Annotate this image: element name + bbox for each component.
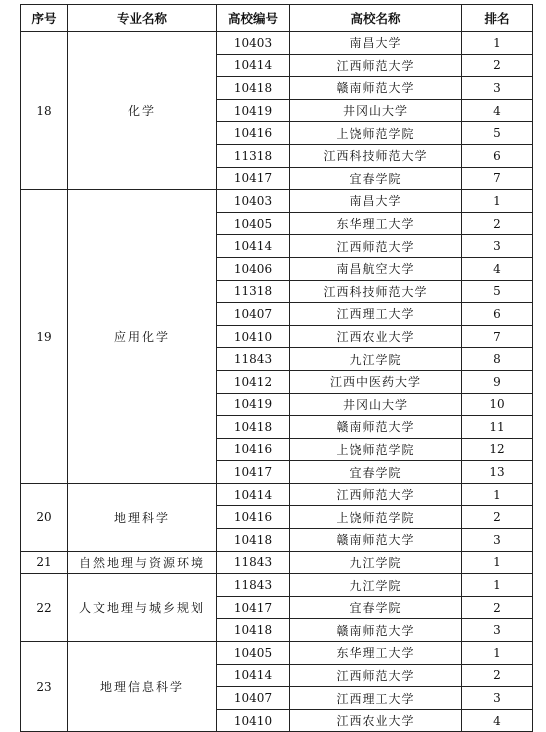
school-name-cell: 上饶师范学院: [290, 122, 462, 145]
school-code-cell: 10416: [217, 506, 290, 529]
rank-cell: 7: [462, 325, 533, 348]
school-name-cell: 江西师范大学: [290, 664, 462, 687]
group-major-cell: 自然地理与资源环境: [68, 551, 217, 574]
school-code-cell: 10410: [217, 709, 290, 732]
rank-cell: 3: [462, 235, 533, 258]
table-row: [21, 190, 533, 213]
major-ranking-table: [20, 4, 533, 732]
group-index-cell: 22: [21, 574, 68, 642]
table-row: [21, 483, 533, 506]
school-code-cell: 10418: [217, 77, 290, 100]
rank-cell: 1: [462, 32, 533, 55]
rank-cell: 6: [462, 144, 533, 167]
school-code-cell: 10405: [217, 642, 290, 665]
group-major-cell: 地理信息科学: [68, 642, 217, 732]
table-body: [21, 32, 533, 732]
rank-cell: 2: [462, 664, 533, 687]
school-code-cell: 11843: [217, 551, 290, 574]
school-code-cell: 10407: [217, 303, 290, 326]
school-name-cell: 南昌大学: [290, 190, 462, 213]
school-code-cell: 10418: [217, 416, 290, 439]
rank-cell: 4: [462, 257, 533, 280]
rank-cell: 5: [462, 280, 533, 303]
school-code-cell: 10417: [217, 596, 290, 619]
school-name-cell: 宜春学院: [290, 461, 462, 484]
school-name-cell: 南昌大学: [290, 32, 462, 55]
group-major-cell: 应用化学: [68, 190, 217, 484]
school-code-cell: 10418: [217, 529, 290, 552]
rank-cell: 7: [462, 167, 533, 190]
rank-cell: 9: [462, 370, 533, 393]
rank-cell: 3: [462, 619, 533, 642]
rank-cell: 3: [462, 529, 533, 552]
rank-cell: 3: [462, 77, 533, 100]
rank-cell: 12: [462, 438, 533, 461]
school-code-cell: 10410: [217, 325, 290, 348]
group-index-cell: 23: [21, 642, 68, 732]
rank-cell: 3: [462, 687, 533, 710]
school-code-cell: 11843: [217, 574, 290, 597]
rank-cell: 1: [462, 190, 533, 213]
rank-cell: 8: [462, 348, 533, 371]
school-code-cell: 10414: [217, 54, 290, 77]
group-major-cell: 化学: [68, 32, 217, 190]
header-code: 高校编号: [217, 5, 290, 32]
school-code-cell: 10403: [217, 190, 290, 213]
school-name-cell: 江西理工大学: [290, 303, 462, 326]
school-name-cell: 九江学院: [290, 551, 462, 574]
school-code-cell: 10407: [217, 687, 290, 710]
school-name-cell: 南昌航空大学: [290, 257, 462, 280]
school-name-cell: 江西师范大学: [290, 483, 462, 506]
header-rank: 排名: [462, 5, 533, 32]
group-index-cell: 19: [21, 190, 68, 484]
group-index-cell: 18: [21, 32, 68, 190]
group-major-cell: 人文地理与城乡规划: [68, 574, 217, 642]
school-code-cell: 10419: [217, 99, 290, 122]
group-index-cell: 20: [21, 483, 68, 551]
header-school: 高校名称: [290, 5, 462, 32]
rank-cell: 2: [462, 506, 533, 529]
school-name-cell: 九江学院: [290, 348, 462, 371]
rank-cell: 13: [462, 461, 533, 484]
rank-cell: 1: [462, 551, 533, 574]
school-name-cell: 东华理工大学: [290, 642, 462, 665]
rank-cell: 11: [462, 416, 533, 439]
school-code-cell: 11318: [217, 144, 290, 167]
school-code-cell: 10414: [217, 483, 290, 506]
school-name-cell: 宜春学院: [290, 167, 462, 190]
school-code-cell: 10417: [217, 461, 290, 484]
rank-cell: 1: [462, 574, 533, 597]
school-code-cell: 10419: [217, 393, 290, 416]
school-name-cell: 江西理工大学: [290, 687, 462, 710]
rank-cell: 5: [462, 122, 533, 145]
rank-cell: 1: [462, 642, 533, 665]
table-row: [21, 551, 533, 574]
school-name-cell: 赣南师范大学: [290, 77, 462, 100]
school-code-cell: 10418: [217, 619, 290, 642]
school-name-cell: 江西农业大学: [290, 325, 462, 348]
table-header-row: [21, 5, 533, 32]
school-name-cell: 赣南师范大学: [290, 619, 462, 642]
header-index: 序号: [21, 5, 68, 32]
rank-cell: 6: [462, 303, 533, 326]
school-code-cell: 10414: [217, 664, 290, 687]
school-code-cell: 10405: [217, 212, 290, 235]
school-code-cell: 10416: [217, 438, 290, 461]
school-code-cell: 10417: [217, 167, 290, 190]
school-name-cell: 井冈山大学: [290, 393, 462, 416]
group-index-cell: 21: [21, 551, 68, 574]
rank-cell: 2: [462, 596, 533, 619]
school-name-cell: 江西师范大学: [290, 235, 462, 258]
school-code-cell: 10403: [217, 32, 290, 55]
school-code-cell: 11843: [217, 348, 290, 371]
school-code-cell: 10412: [217, 370, 290, 393]
school-code-cell: 10414: [217, 235, 290, 258]
school-name-cell: 上饶师范学院: [290, 506, 462, 529]
header-major: 专业名称: [68, 5, 217, 32]
school-name-cell: 江西中医药大学: [290, 370, 462, 393]
school-code-cell: 10406: [217, 257, 290, 280]
table-row: [21, 574, 533, 597]
table-row: [21, 642, 533, 665]
school-name-cell: 江西农业大学: [290, 709, 462, 732]
school-name-cell: 九江学院: [290, 574, 462, 597]
school-name-cell: 江西科技师范大学: [290, 280, 462, 303]
school-code-cell: 10416: [217, 122, 290, 145]
school-name-cell: 江西师范大学: [290, 54, 462, 77]
rank-cell: 10: [462, 393, 533, 416]
school-name-cell: 东华理工大学: [290, 212, 462, 235]
school-name-cell: 赣南师范大学: [290, 529, 462, 552]
rank-cell: 1: [462, 483, 533, 506]
group-major-cell: 地理科学: [68, 483, 217, 551]
rank-cell: 4: [462, 99, 533, 122]
rank-cell: 2: [462, 212, 533, 235]
rank-cell: 4: [462, 709, 533, 732]
school-name-cell: 上饶师范学院: [290, 438, 462, 461]
table-row: [21, 32, 533, 55]
school-code-cell: 11318: [217, 280, 290, 303]
school-name-cell: 井冈山大学: [290, 99, 462, 122]
school-name-cell: 江西科技师范大学: [290, 144, 462, 167]
school-name-cell: 宜春学院: [290, 596, 462, 619]
rank-cell: 2: [462, 54, 533, 77]
ranking-table-container: [20, 4, 533, 732]
school-name-cell: 赣南师范大学: [290, 416, 462, 439]
